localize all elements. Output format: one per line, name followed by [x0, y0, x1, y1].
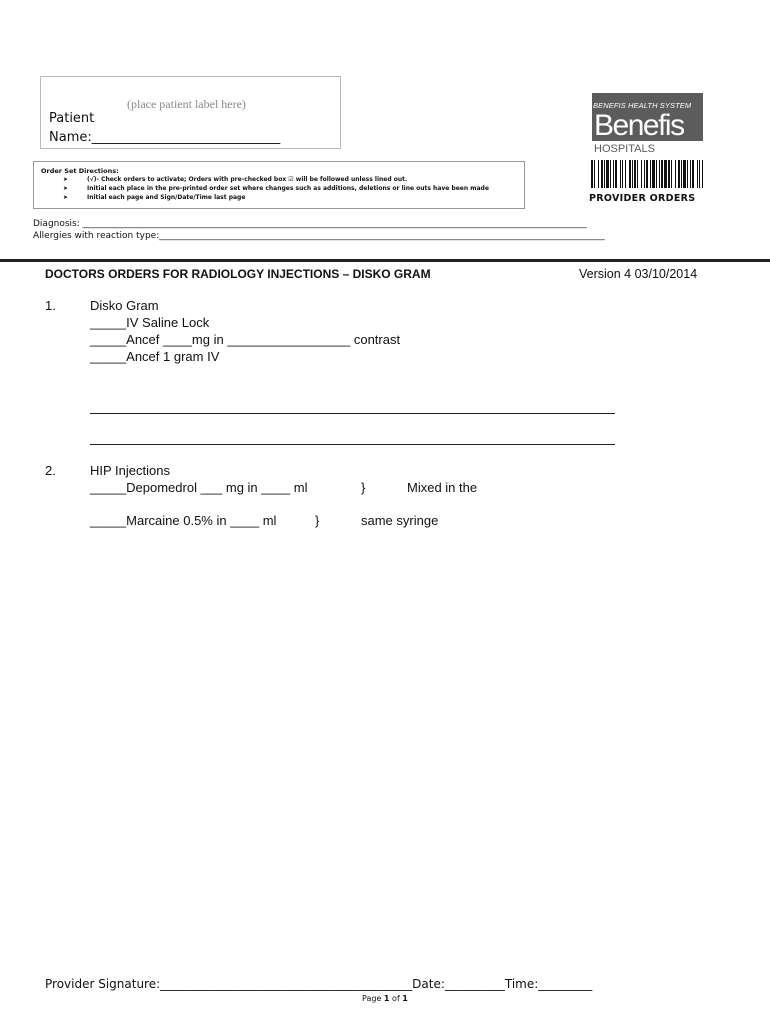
direction-text: Initial each page and Sign/Date/Time last page [87, 194, 246, 201]
patient-label-hint: (place patient label here) [127, 97, 246, 111]
page-number: Page 1 of 1 [362, 994, 408, 1003]
mixing-note: Mixed in the [407, 480, 478, 495]
order-line-ancef-contrast[interactable]: _____Ancef ____mg in _________________ contrast [90, 332, 401, 347]
patient-name-field[interactable]: Name:_____________________________ [49, 130, 281, 145]
blank-order-line[interactable] [90, 413, 615, 414]
direction-text: (√)- Check orders to activate; Orders with pre-checked box ☑ will be followed unless lined out. [87, 176, 408, 183]
provider-orders-label: PROVIDER ORDERS [589, 193, 696, 204]
barcode-icon [591, 160, 703, 188]
direction-text: Initial each place in the pre-printed order set where changes such as additions, deletions or line outs have been made [87, 185, 489, 192]
patient-label-text: Patient [49, 111, 95, 126]
section-number: 1. [45, 298, 56, 313]
direction-item [63, 185, 489, 192]
version-label: Version 4 03/10/2014 [579, 267, 698, 281]
section-heading: Disko Gram [90, 298, 159, 313]
mixing-note: same syringe [361, 513, 439, 528]
logo-hospitals: HOSPITALS [594, 143, 655, 155]
header-divider [0, 259, 770, 262]
direction-item [63, 176, 407, 183]
allergies-field[interactable]: Allergies with reaction type:___________________________________________________________________________________________________ [33, 231, 605, 241]
order-line-marcaine[interactable]: _____Marcaine 0.5% in ____ ml [90, 513, 277, 528]
section-number: 2. [45, 463, 56, 478]
order-line-ancef-iv[interactable]: _____Ancef 1 gram IV [90, 349, 220, 364]
direction-item [63, 194, 245, 201]
arrow-bullet-icon: ➤ [63, 176, 69, 183]
brace-symbol: } [361, 480, 366, 495]
brace-symbol: } [315, 513, 320, 528]
provider-signature-line[interactable]: Provider Signature:__________________________________________Date:__________Time:_________ [45, 977, 593, 991]
blank-order-line[interactable] [90, 444, 615, 445]
arrow-bullet-icon: ➤ [63, 185, 69, 192]
logo-tagline: BENEFIS HEALTH SYSTEM [593, 101, 692, 110]
arrow-bullet-icon: ➤ [63, 194, 69, 201]
directions-title: Order Set Directions: [41, 167, 119, 175]
diagnosis-field[interactable]: Diagnosis: ________________________________________________________________________________________________________________ [33, 219, 587, 229]
logo-wordmark: Benefis [594, 109, 684, 142]
document-title: DOCTORS ORDERS FOR RADIOLOGY INJECTIONS – DISKO GRAM [45, 267, 431, 281]
order-line-iv-saline-lock[interactable]: _____IV Saline Lock [90, 315, 210, 330]
order-line-depomedrol[interactable]: _____Depomedrol ___ mg in ____ ml [90, 480, 308, 495]
section-heading: HIP Injections [90, 463, 170, 478]
